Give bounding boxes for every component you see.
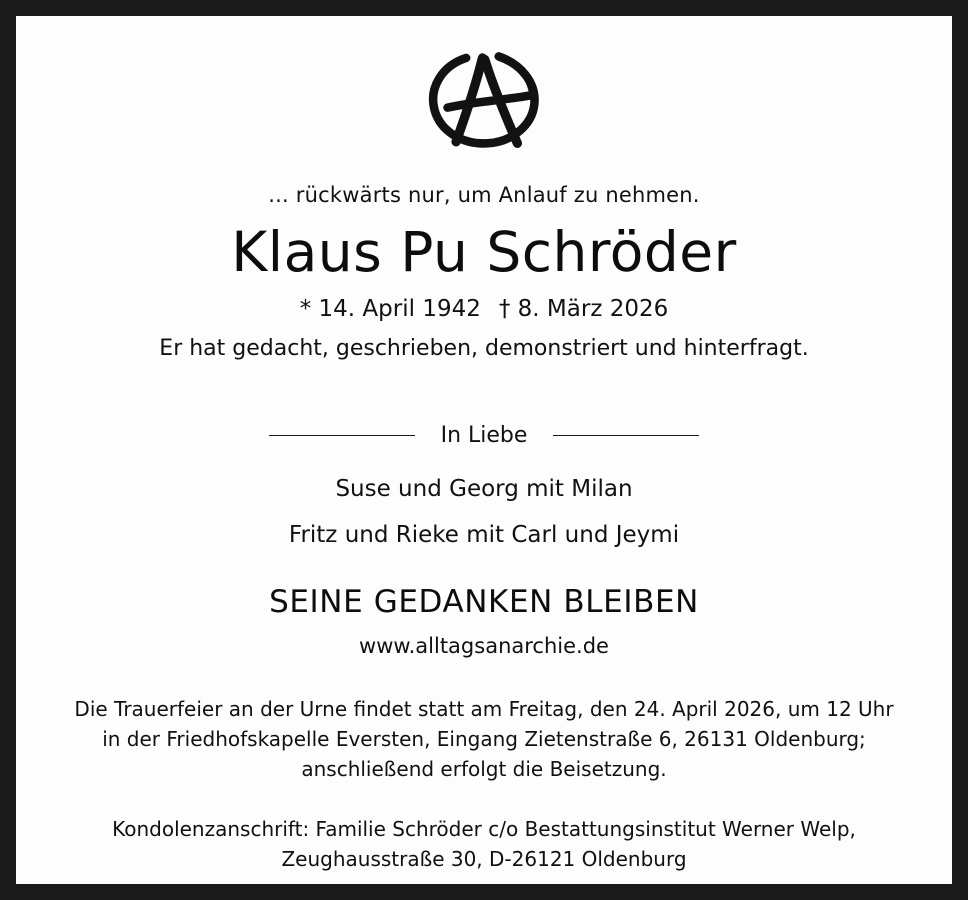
divider-left	[269, 435, 415, 436]
death-date: † 8. März 2026	[498, 296, 669, 322]
condolence-line: Zeughausstraße 30, D-26121 Oldenburg	[281, 847, 687, 871]
ceremony-line: anschließend erfolgt die Beisetzung.	[301, 757, 667, 781]
ceremony-line: Die Trauerfeier an der Urne findet statt am Freitag, den 24. April 2026, um 12 Uhr	[74, 697, 894, 721]
in-love-divider-row	[56, 423, 912, 448]
obituary-inner-frame	[14, 14, 954, 886]
website-text: www.alltagsanarchie.de	[359, 634, 609, 658]
in-love-label: In Liebe	[440, 423, 528, 448]
family-line: Suse und Georg mit Milan	[335, 476, 633, 502]
divider-right	[553, 435, 699, 436]
anarchy-symbol-icon	[399, 44, 569, 153]
condolence-line: Kondolenzanschrift: Familie Schröder c/o Bestattungsinstitut Werner Welp,	[112, 817, 856, 841]
deceased-name: Klaus Pu Schröder	[231, 219, 737, 284]
tribute-text: Er hat gedacht, geschrieben, demonstriert und hinterfragt.	[159, 336, 809, 361]
life-dates	[300, 296, 669, 322]
ceremony-details	[74, 694, 893, 784]
family-line: Fritz und Rieke mit Carl und Jeymi	[288, 522, 680, 548]
slogan-text: SEINE GEDANKEN BLEIBEN	[269, 584, 699, 620]
motto-text: ... rückwärts nur, um Anlauf zu nehmen.	[268, 182, 700, 207]
condolence-details	[112, 814, 856, 874]
ceremony-line: in der Friedhofskapelle Eversten, Eingang Zietenstraße 6, 26131 Oldenburg;	[102, 727, 866, 751]
birth-date: * 14. April 1942	[299, 296, 481, 322]
